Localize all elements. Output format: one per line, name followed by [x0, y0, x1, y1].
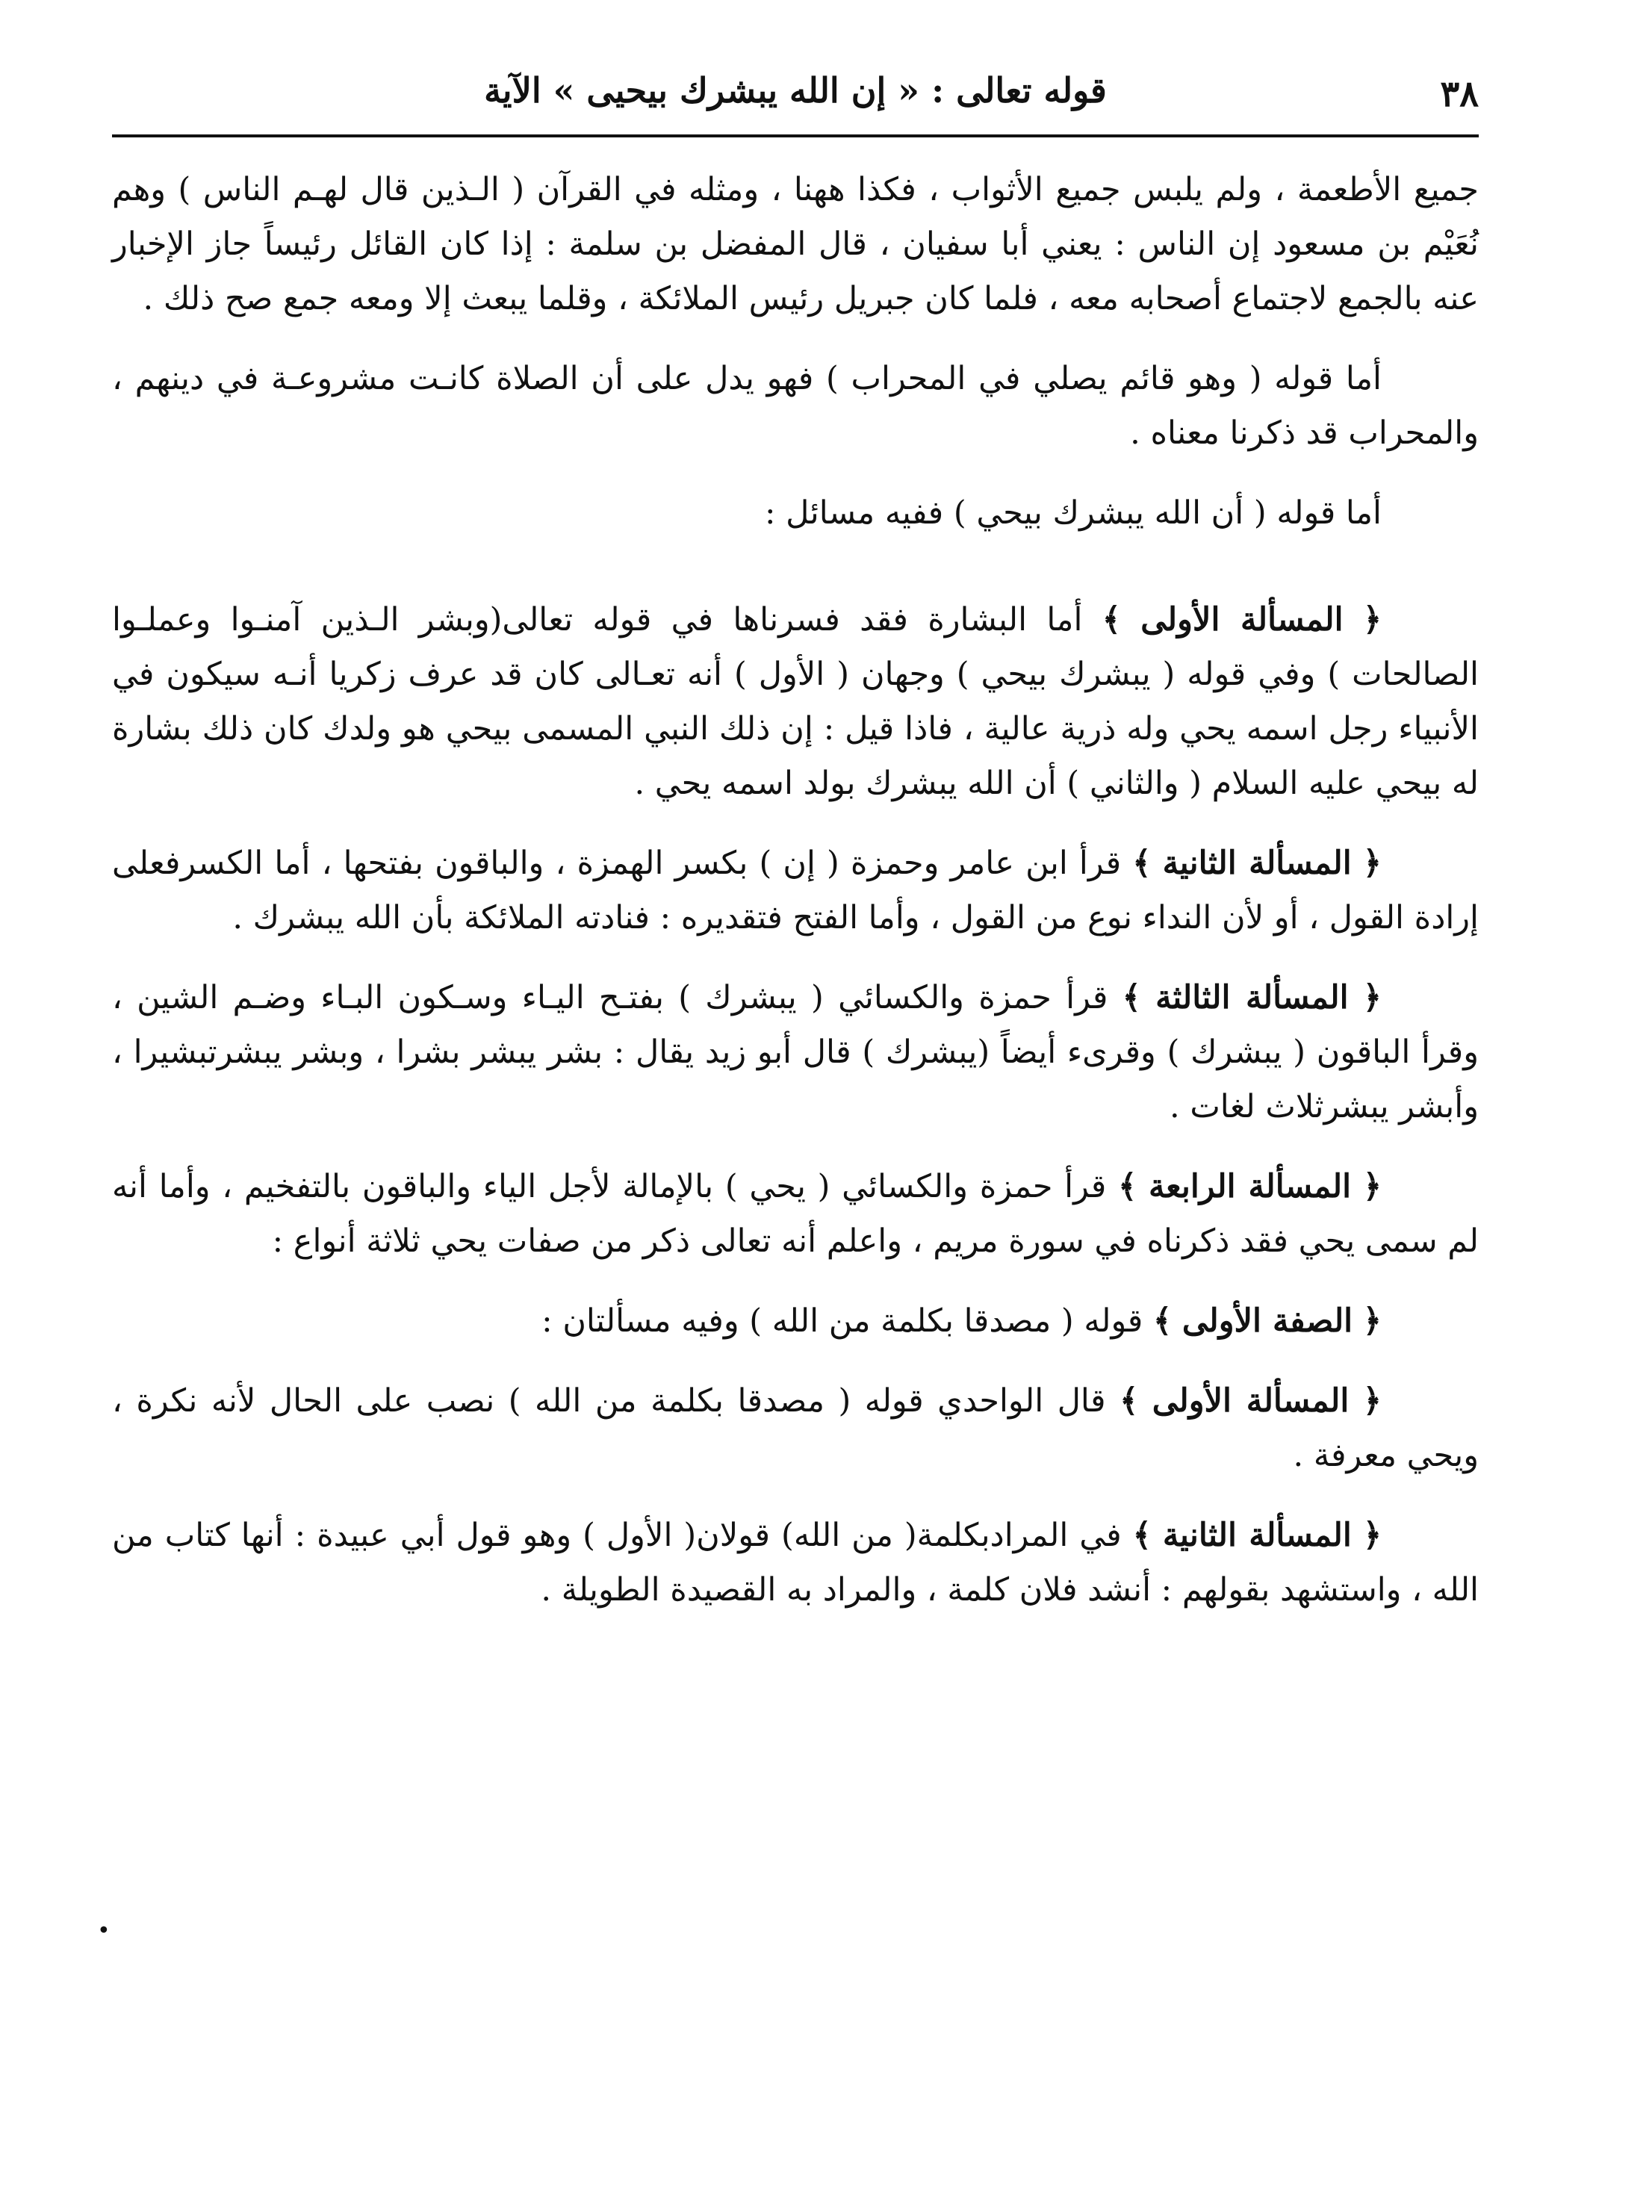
issue-paragraph: [112, 836, 1479, 945]
issue-paragraph: [112, 1160, 1479, 1269]
ornament-open: ﴿: [1362, 601, 1382, 639]
paragraph-text: قرأ حمزة والكسائي ( يبشرك ) بفتـح اليـاء وسـكون البـاء وضـم الشين ، وقرأ الباقون ( يبشرك ) وقرىء أيضاً (يبشرك ) قال أبو زيد يقال : بشر يبشر بشرا ، وبشر يبشرتبشيرا ، وأبشر يبشرثلاث لغات .: [112, 979, 1479, 1125]
ornament-close: ﴾: [1132, 1517, 1152, 1554]
paragraph-text: أما البشارة فقد فسرناها في قوله تعالى(وبشر الـذين آمنـوا وعملـوا الصالحات ) وفي قوله ( يبشرك بيحي ) وجهان ( الأول ) أنه تعـالى كان قد عرف زكريا أنـه سيكون في الأنبياء رجل اسمه يحي وله ذرية عالية ، فاذا قيل : إن ذلك النبي المسمى بيحي هو ولدك كان ذلك بشارة له بيحي عليه السلام ( والثاني ) أن الله يبشرك بولد اسمه يحي .: [112, 601, 1479, 802]
paragraph-text: في المرادبكلمة( من الله) قولان( الأول ) وهو قول أبي عبيدة : أنها كتاب من الله ، واستشهد بقولهم : أنشد فلان كلمة ، والمراد به القصيدة الطويلة .: [112, 1517, 1479, 1609]
ornament-close: ﴾: [1152, 1302, 1173, 1340]
ornament-close: ﴾: [1118, 1168, 1137, 1205]
ornament-close: ﴾: [1122, 979, 1141, 1016]
issue-paragraph: [112, 971, 1479, 1134]
ornament-open: ﴿: [1362, 1302, 1382, 1340]
book-page: [97, 60, 1479, 2166]
issue-label: المسألة الثانية: [1162, 845, 1352, 882]
attribute-label: الصفة الأولى: [1181, 1302, 1353, 1340]
issue-label: المسألة الأولى: [1140, 601, 1344, 639]
paragraph-text: جميع الأطعمة ، ولم يلبس جميع الأثواب ، فكذا ههنا ، ومثله في القرآن ( الـذين قال لهـم الناس ) وهم نُعَيْم بن مسعود إن الناس : يعني أبا سفيان ، قال المفضل بن سلمة : إذا كان القائل رئيساً جاز الإخبار عنه بالجمع لاجتماع أصحابه معه ، فلما كان جبريل رئيس الملائكة ، وقلما يبعث إلا ومعه جمع صح ذلك .: [112, 171, 1479, 317]
issue-label: المسألة الرابعة: [1149, 1168, 1352, 1205]
ornament-close: ﴾: [1132, 845, 1152, 882]
ornament-open: ﴿: [1362, 845, 1382, 882]
ornament-open: ﴿: [1362, 1168, 1382, 1205]
ornament-open: ﴿: [1362, 979, 1382, 1016]
ornament-close: ﴾: [1120, 1382, 1139, 1420]
issue-label: المسألة الأولى: [1152, 1382, 1350, 1420]
issue-label: المسألة الثالثة: [1155, 979, 1349, 1016]
paragraph: [112, 163, 1479, 326]
paragraph-text: قرأ حمزة والكسائي ( يحي ) بالإمالة لأجل الياء والباقون بالتفخيم ، وأما أنه لم سمى يحي فقد ذكرناه في سورة مريم ، واعلم أنه تعالى ذكر من صفات يحي ثلاثة أنواع :: [112, 1168, 1479, 1260]
paragraph-text: أما قوله ( أن الله يبشرك بيحي ) ففيه مسائل :: [765, 494, 1382, 532]
issue-paragraph: [112, 593, 1479, 811]
running-title: قوله تعالى : « إن الله يبشرك بيحيى » الآية: [484, 70, 1107, 111]
paragraph-text: أما قوله ( وهو قائم يصلي في المحراب ) فهو يدل على أن الصلاة كانـت مشروعـة في دينهم ، والمحراب قد ذكرنا معناه .: [112, 360, 1479, 452]
paragraph-text: قرأ ابن عامر وحمزة ( إن ) بكسر الهمزة ، والباقون بفتحها ، أما الكسرفعلى إرادة القول ، أو لأن النداء نوع من القول ، وأما الفتح فتقديره : فنادته الملائكة بأن الله يبشرك .: [112, 845, 1479, 936]
margin-dot-mark: •: [97, 1918, 111, 1944]
ornament-open: ﴿: [1362, 1517, 1382, 1554]
page-header: [112, 60, 1479, 137]
page-body: [112, 163, 1479, 1618]
page-number: ٣٨: [1440, 73, 1479, 115]
issue-label: المسألة الثانية: [1162, 1517, 1352, 1554]
paragraph-text: قال الواحدي قوله ( مصدقا بكلمة من الله ) نصب على الحال لأنه نكرة ، ويحي معرفة .: [112, 1382, 1479, 1474]
issue-paragraph: [112, 1509, 1479, 1618]
paragraph: [112, 352, 1479, 461]
attribute-paragraph: [112, 1294, 1479, 1349]
ornament-open: ﴿: [1362, 1382, 1382, 1420]
paragraph: [112, 486, 1479, 541]
paragraph-text: قوله ( مصدقا بكلمة من الله ) وفيه مسألتان :: [541, 1302, 1143, 1340]
issue-paragraph: [112, 1374, 1479, 1483]
ornament-close: ﴾: [1102, 601, 1121, 639]
